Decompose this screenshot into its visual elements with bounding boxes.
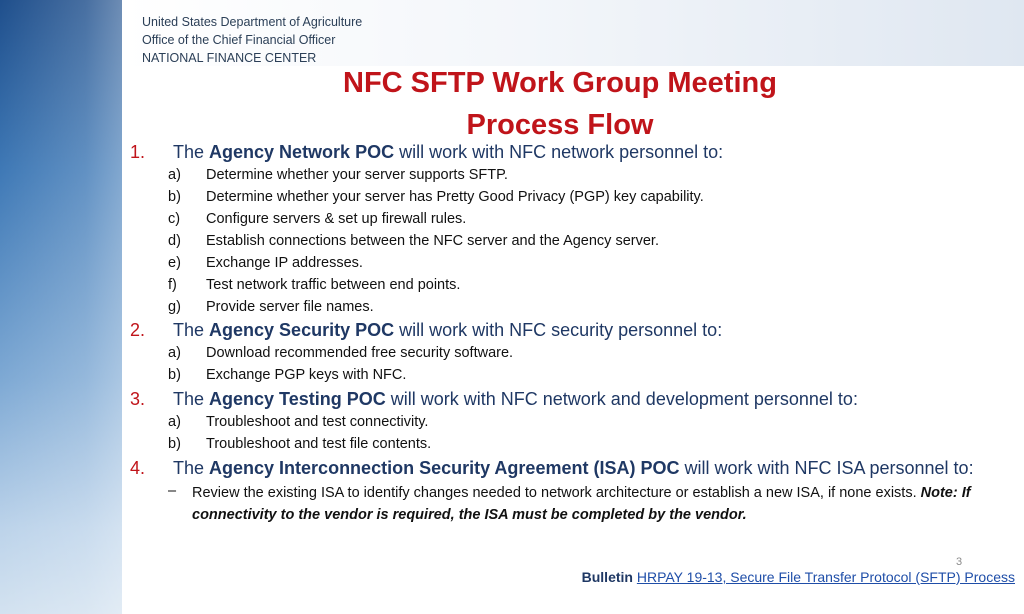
sub-item-text: Exchange IP addresses. [206, 255, 363, 271]
sub-item-letter: b) [168, 436, 181, 452]
sub-item-letter: a) [168, 167, 181, 183]
sub-item [168, 367, 406, 383]
sub-item [168, 277, 460, 293]
sub-item [168, 436, 431, 452]
sub-item-letter: b) [168, 189, 181, 205]
dash-item-text [192, 482, 992, 526]
item-role: Agency Network POC [209, 142, 395, 162]
item-number: 4. [130, 458, 146, 478]
sub-item [168, 255, 363, 271]
item-prefix: The [173, 458, 210, 478]
sub-item-text: Establish connections between the NFC server and the Agency server. [206, 233, 659, 249]
page-number: 3 [956, 556, 963, 568]
item-prefix: The [173, 142, 210, 162]
list-item-4 [130, 458, 974, 479]
item-suffix: will work with NFC network and development personnel to: [385, 389, 858, 409]
agency-line-1: United States Department of Agriculture [142, 15, 363, 29]
item-prefix: The [173, 389, 210, 409]
sub-item-letter: a) [168, 345, 181, 361]
dash-text-note: Note: If connectivity to the vendor is required, the ISA must be completed by the vendor. [192, 485, 971, 523]
agency-line-3: NATIONAL FINANCE CENTER [142, 51, 317, 65]
sub-item [168, 414, 428, 430]
dash-text-body: Review the existing ISA to identify changes needed to network architecture or establish a new ISA, if none exists. [192, 485, 921, 501]
bulletin-link[interactable]: HRPAY 19-13, Secure File Transfer Protocol (SFTP) Process [636, 569, 1015, 585]
sub-item-text: Determine whether your server has Pretty Good Privacy (PGP) key capability. [206, 189, 704, 205]
title-line-2: Process Flow [466, 109, 654, 141]
sub-item-letter: c) [168, 211, 181, 227]
sub-item [168, 167, 508, 183]
sub-item [168, 233, 659, 249]
sub-item-letter: f) [168, 277, 177, 293]
sub-item [168, 211, 466, 227]
sidebar-shade [0, 0, 122, 614]
sub-item-text: Troubleshoot and test connectivity. [206, 414, 429, 430]
title-line-1: NFC SFTP Work Group Meeting [343, 67, 777, 99]
slide-title [122, 62, 998, 146]
item-suffix: will work with NFC security personnel to: [394, 320, 723, 340]
item-number: 3. [130, 389, 146, 409]
sub-item-letter: d) [168, 233, 181, 249]
sub-item-letter: e) [168, 255, 181, 271]
sub-item-text: Configure servers & set up firewall rules. [206, 211, 467, 227]
sub-item-letter: a) [168, 414, 181, 430]
list-item-1 [130, 142, 723, 163]
dash-bullet: – [168, 483, 177, 499]
item-suffix: will work with NFC network personnel to: [394, 142, 724, 162]
sub-item-text: Troubleshoot and test file contents. [206, 436, 432, 452]
list-item-3 [130, 389, 858, 410]
bulletin-footer [582, 569, 1015, 585]
item-role: Agency Security POC [209, 320, 395, 340]
agency-header [142, 13, 362, 67]
sub-item [168, 189, 704, 205]
sub-item-text: Determine whether your server supports SFTP. [206, 167, 508, 183]
item-role: Agency Testing POC [209, 389, 386, 409]
agency-line-2: Office of the Chief Financial Officer [142, 33, 336, 47]
sub-item [168, 345, 513, 361]
sub-item-letter: b) [168, 367, 181, 383]
sub-item-letter: g) [168, 299, 181, 315]
sub-item-text: Test network traffic between end points. [206, 277, 461, 293]
sub-item-text: Exchange PGP keys with NFC. [206, 367, 407, 383]
list-item-2 [130, 320, 722, 341]
item-number: 2. [130, 320, 146, 340]
sub-item-text: Provide server file names. [206, 299, 374, 315]
item-prefix: The [173, 320, 210, 340]
sub-item-text: Download recommended free security software. [206, 345, 514, 361]
sub-item [168, 299, 374, 315]
item-number: 1. [130, 142, 146, 162]
item-suffix: will work with NFC ISA personnel to: [679, 458, 974, 478]
item-role: Agency Interconnection Security Agreement (ISA) POC [209, 458, 680, 478]
bulletin-label: Bulletin [581, 569, 633, 585]
